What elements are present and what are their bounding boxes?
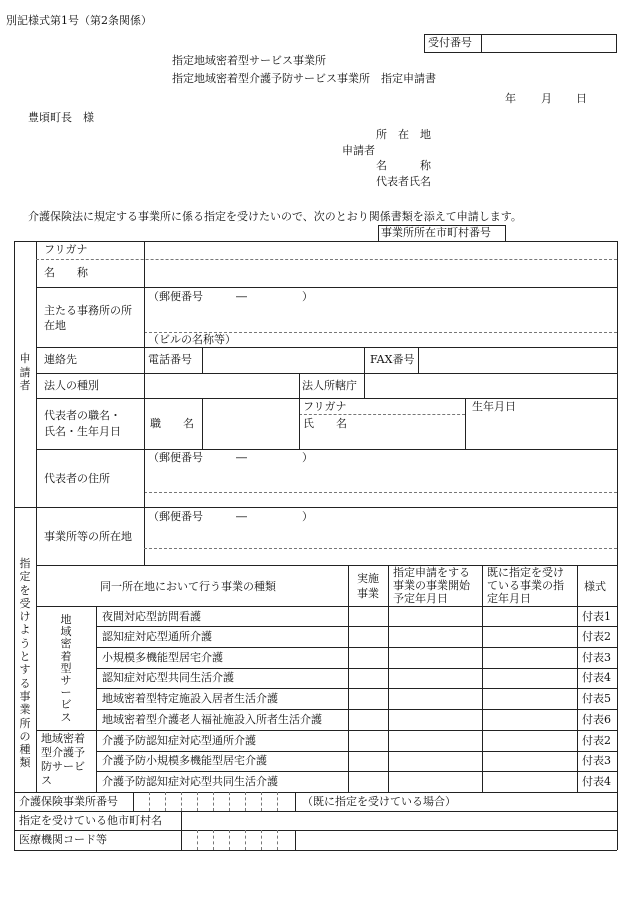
header-start-1: 指定申請をする (393, 566, 470, 579)
community-service-group-label: 地域密着型サービス (60, 613, 72, 724)
receipt-number-field[interactable] (483, 35, 615, 52)
addressee: 豊頃町長 様 (28, 111, 94, 124)
birthdate-label: 生年月日 (472, 400, 516, 413)
rep-address-label: 代表者の住所 (44, 472, 110, 485)
service-name: 地域密着型特定施設入居者生活介護 (102, 692, 278, 705)
rep-info-label-2: 氏名・生年月日 (44, 425, 121, 438)
facility-type-vertical-label: 指定を受けようとする事業所の種類 (19, 557, 31, 770)
name-field[interactable] (146, 261, 614, 285)
preventive-group-label-3: 防サービ (41, 760, 85, 773)
service-form: 付表4 (582, 775, 611, 788)
medical-code-field[interactable] (183, 832, 293, 849)
service-form: 付表6 (582, 713, 611, 726)
preventive-group-label-2: 型介護予 (41, 746, 85, 759)
main-office-label-2: 在地 (44, 319, 66, 332)
statement: 介護保険法に規定する事業所に係る指定を受けたいので、次のとおり関係書類を添えて申請します。 (28, 210, 522, 223)
other-municipality-label: 指定を受けている他市町村名 (19, 814, 162, 827)
building-name-label: （ビルの名称等） (148, 333, 236, 346)
corp-authority-field[interactable] (366, 375, 615, 396)
applicant-group-label: 申請者 (342, 144, 375, 157)
header-existing-2: ている事業の指 (487, 579, 564, 592)
service-name: 夜間対応型訪問看護 (102, 610, 201, 623)
furigana2-label: フリガナ (303, 400, 347, 413)
date-month: 月 (541, 92, 552, 105)
rep-info-label-1: 代表者の職名・ (44, 409, 121, 422)
service-name: 地域密着型介護老人福祉施設入所者生活介護 (102, 713, 322, 726)
phone-field[interactable] (204, 349, 362, 371)
service-name: 介護予防認知症対応型通所介護 (102, 734, 256, 747)
main-office-label-1: 主たる事務所の所 (44, 304, 132, 317)
header-start-2: 事業の事業開始 (393, 579, 470, 592)
date-year: 年 (505, 92, 516, 105)
service-name: 認知症対応型共同生活介護 (102, 671, 234, 684)
receipt-number-label: 受付番号 (428, 36, 472, 49)
insurance-number-field[interactable] (135, 794, 293, 810)
header-existing-3: 定年月日 (487, 592, 531, 605)
rep-name-label: 氏 名 (303, 417, 347, 430)
contact-label: 連絡先 (44, 353, 77, 366)
other-municipality-field[interactable] (183, 813, 615, 829)
medical-code-label: 医療機関コード等 (19, 833, 107, 846)
corp-type-field[interactable] (146, 375, 297, 396)
header-impl-2: 事業 (357, 587, 379, 600)
service-form: 付表1 (582, 610, 611, 623)
insurance-number-label: 介護保険事業所番号 (19, 795, 118, 808)
service-name: 介護予防小規模多機能型居宅介護 (102, 754, 267, 767)
header-existing-1: 既に指定を受け (487, 566, 564, 579)
header-form: 様式 (584, 580, 606, 593)
applicant-name-label: 名 称 (376, 159, 431, 172)
applicant-address-label: 所 在 地 (376, 128, 431, 141)
preventive-group-label-4: ス (41, 774, 52, 787)
phone-label: 電話番号 (148, 353, 192, 366)
service-form: 付表3 (582, 651, 611, 664)
header-impl-1: 実施 (357, 572, 379, 585)
fax-field[interactable] (420, 349, 615, 371)
name-label: 名 称 (44, 266, 88, 279)
title-line-2: 指定地域密着型介護予防サービス事業所 指定申請書 (172, 72, 436, 85)
corp-type-label: 法人の種別 (44, 379, 99, 392)
service-form: 付表2 (582, 630, 611, 643)
service-name: 介護予防認知症対応型共同生活介護 (102, 775, 278, 788)
postal-code-label: （郵便番号 ― ） (148, 290, 313, 303)
position-label: 職 名 (150, 417, 194, 430)
furigana-field[interactable] (146, 243, 614, 258)
preventive-group-label-1: 地域密着 (41, 732, 85, 745)
applicant-vertical-label: 申請者 (19, 352, 31, 393)
corp-authority-label: 法人所轄庁 (302, 379, 357, 392)
header-start-3: 予定年月日 (393, 592, 448, 605)
location-label: 事業所等の所在地 (44, 530, 132, 543)
header-service-type: 同一所在地において行う事業の種類 (100, 580, 276, 593)
municipality-code-label: 事業所所在市町村番号 (381, 226, 491, 239)
insurance-note: （既に指定を受けている場合） (302, 795, 456, 808)
service-name: 認知症対応型通所介護 (102, 630, 212, 643)
service-form: 付表4 (582, 671, 611, 684)
location-postal-label: （郵便番号 ― ） (148, 510, 313, 523)
title-line-1: 指定地域密着型サービス事業所 (172, 54, 326, 67)
date-day: 日 (576, 92, 587, 105)
service-form: 付表5 (582, 692, 611, 705)
applicant-rep-label: 代表者氏名 (376, 175, 431, 188)
service-name: 小規模多機能型居宅介護 (102, 651, 223, 664)
fax-label: FAX番号 (370, 353, 415, 366)
form-number: 別記様式第1号（第2条関係） (6, 14, 152, 27)
service-form: 付表2 (582, 734, 611, 747)
service-form: 付表3 (582, 754, 611, 767)
rep-postal-label: （郵便番号 ― ） (148, 451, 313, 464)
furigana-label: フリガナ (44, 243, 88, 256)
